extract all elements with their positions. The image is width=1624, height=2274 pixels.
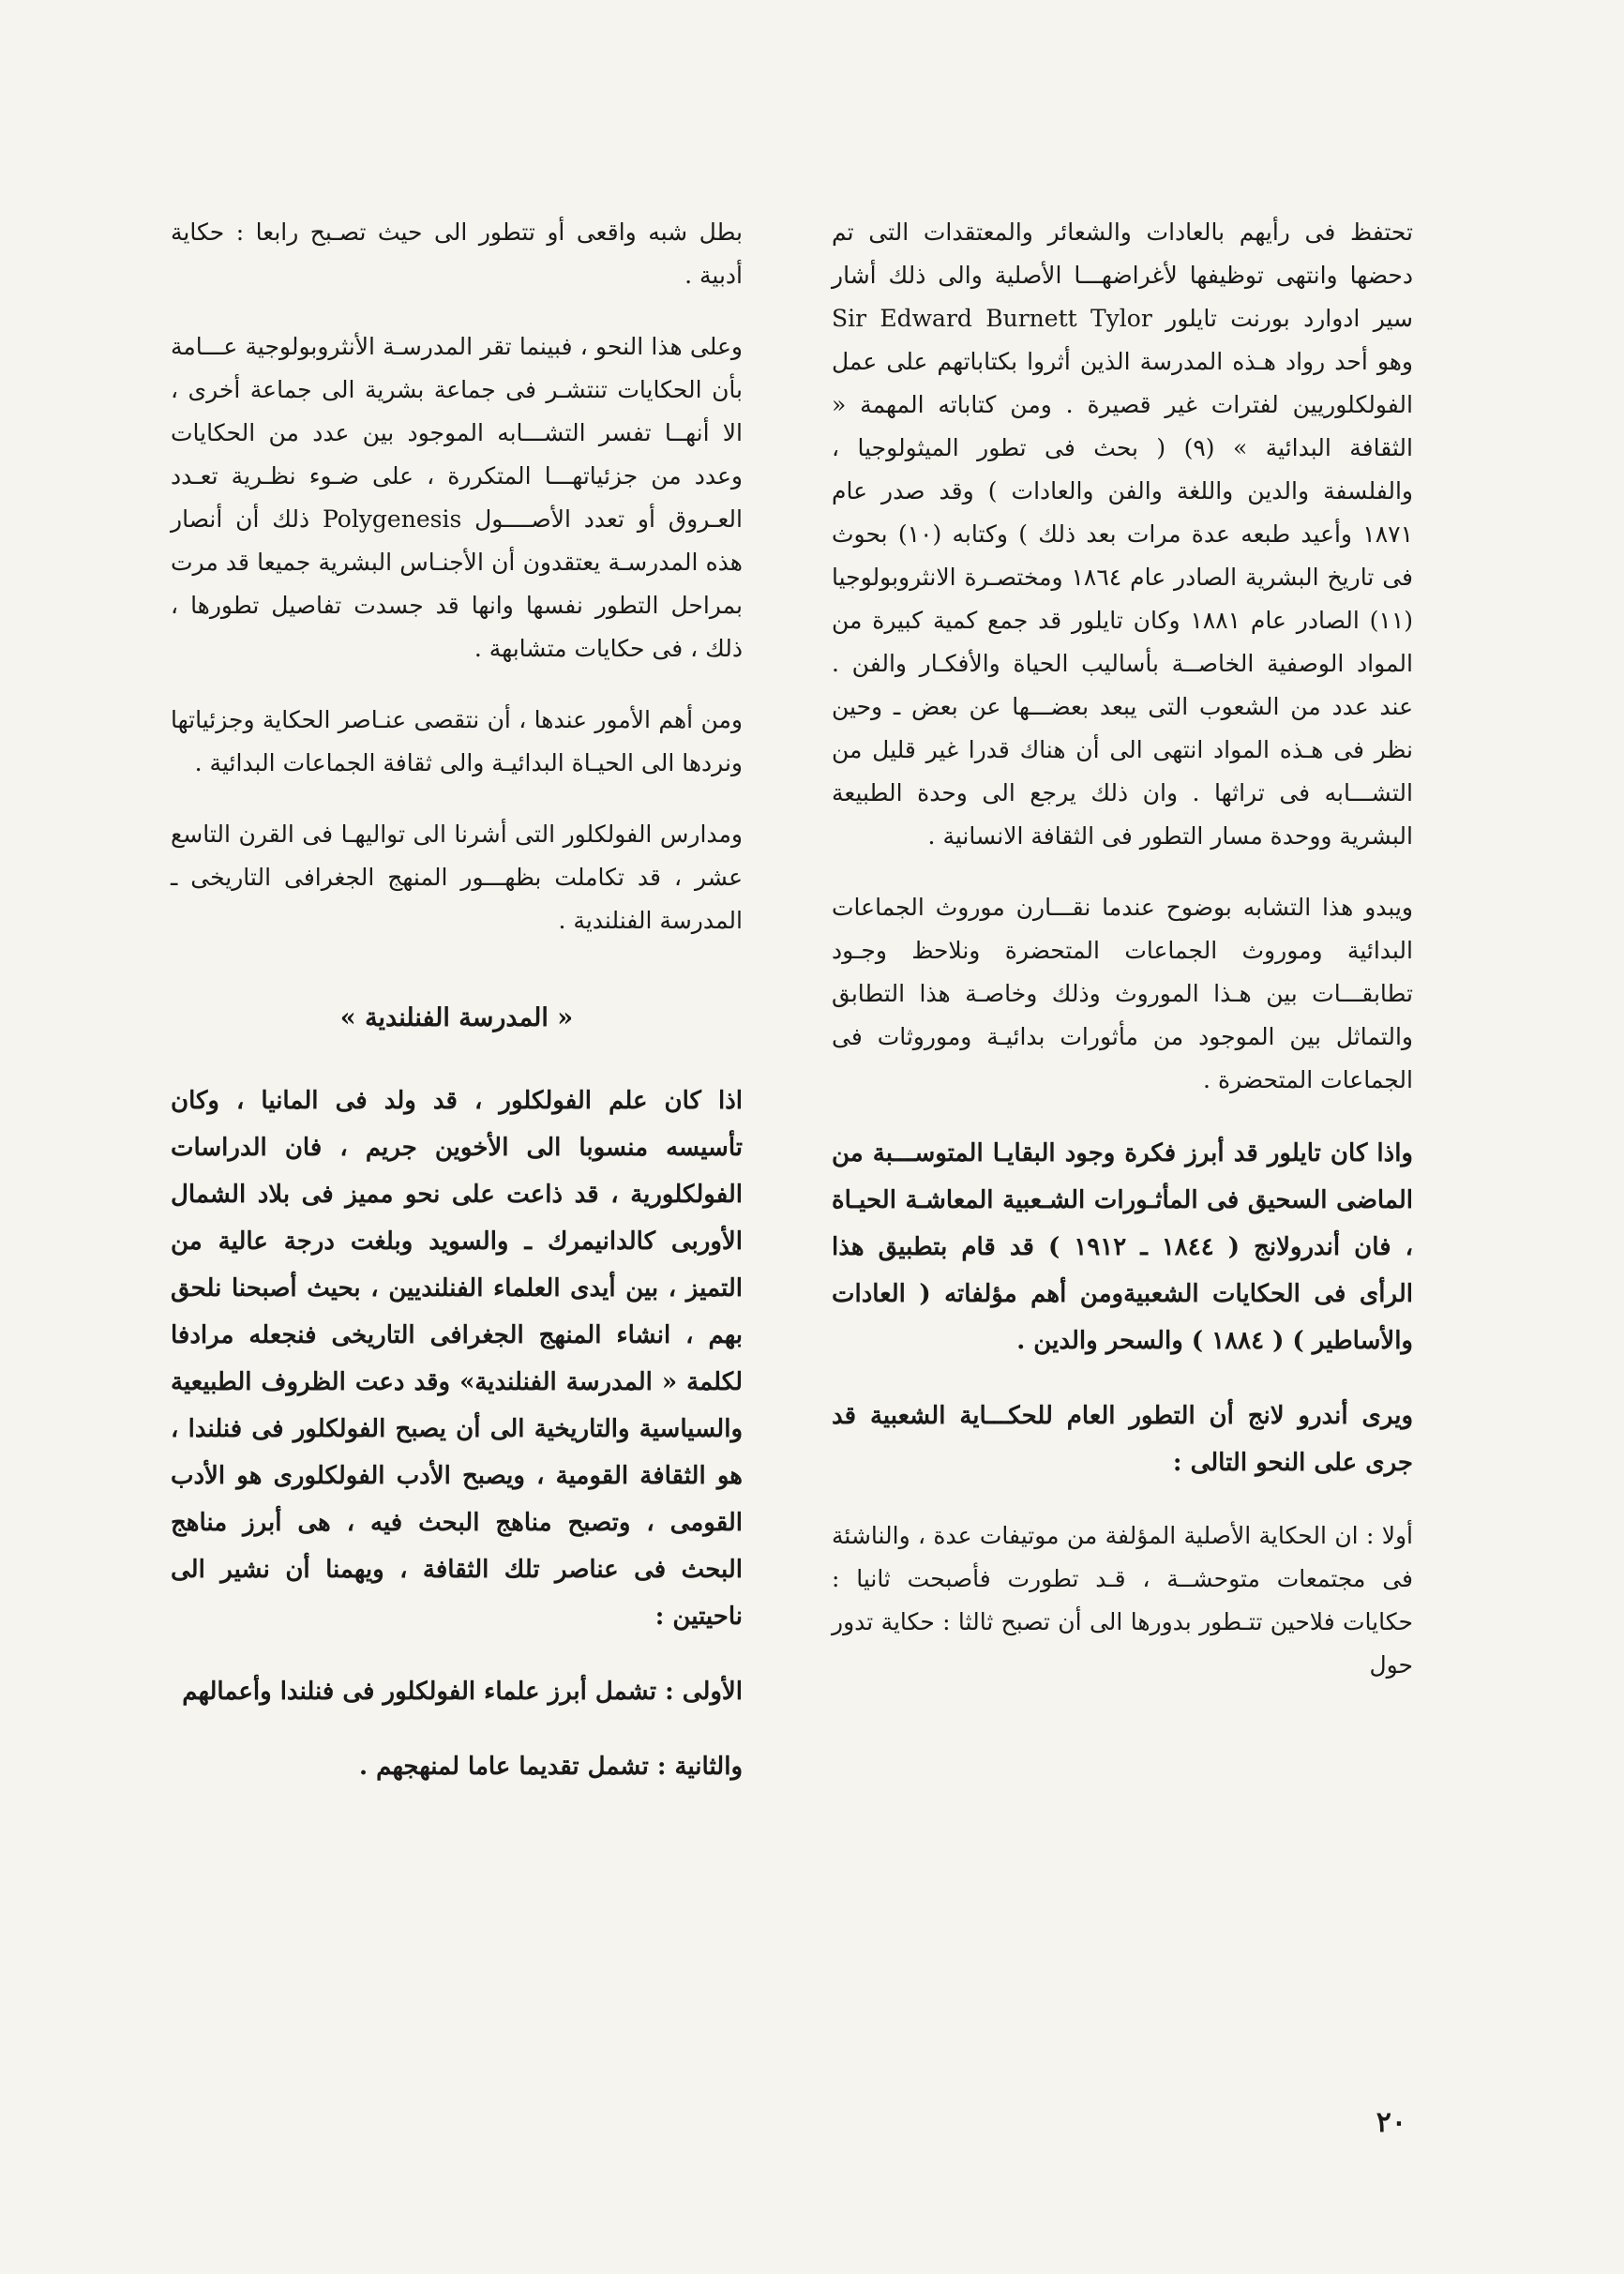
- page-number: ٢٠: [1376, 2106, 1406, 2139]
- section-heading: « المدرسة الفنلندية »: [339, 1003, 574, 1032]
- left-column: [171, 211, 743, 1818]
- paragraph: أولا : ان الحكاية الأصلية المؤلفة من موتيفات عدة ، والناشئة فى مجتمعات متوحشــة ، قـد تطورت فأصبحت ثانيا : حكايات فلاحين تتـطور بدورها الى أن تصبح ثالثا : حكاية تدور حول: [832, 1522, 1413, 1679]
- paragraph-bold: واذا كان تايلور قد أبرز فكرة وجود البقايـا المتوســـبة من الماضى السحيق فى المأثـورات الشـعبية المعاشـة الحيـاة ، فان أندرولانج ( ١٨٤٤ ـ ١٩١٢ ) قد قام بتطبيق هذا الرأى فى الحكايات الشعبيةومن أهم مؤلفاته ( العادات والأساطير ) ( ١٨٨٤ ) والسحر والدين .: [832, 1139, 1413, 1355]
- paragraph: ويبدو هذا التشابه بوضوح عندما نقـــارن موروث الجماعات البدائية وموروث الجماعات المتحضرة ونلاحظ وجـود تطابقـــات بين هـذا الموروث وذلك وخاصـة هذا التطابق والتماثل بين الموجود من مأثورات بدائيـة وموروثات فى الجماعات المتحضرة .: [832, 894, 1413, 1093]
- paragraph: ومدارس الفولكلور التى أشرنا الى تواليهـا فى القرن التاسع عشر ، قد تكاملت بظهـــور المنهج الجغرافى التاريخى ـ المدرسة الفنلندية .: [171, 821, 743, 934]
- paragraph: ومن أهم الأمور عندها ، أن نتقصى عنـاصر الحكاية وجزئياتها ونردها الى الحيـاة البدائيـة والى ثقافة الجماعات البدائية .: [171, 706, 743, 776]
- paragraph-bold: الأولى : تشمل أبرز علماء الفولكلور فى فنلندا وأعمالهم: [182, 1678, 743, 1706]
- right-column: [832, 211, 1413, 1715]
- paragraph: وعلى هذا النحو ، فبينما تقر المدرسـة الأنثروبولوجية عـــامة بأن الحكايات تنتشـر فى جماعة بشرية الى جماعة أخرى ، الا أنهــا تفسر التشـــابه الموجود بين عدد من الحكايات وعدد من جزئياتهـــا المتكررة ، على ضـوء نظـرية تعـدد العـروق أو تعدد الأصــــول Polygenesis ذلك أن أنصار هذه المدرسـة يعتقدون أن الأجنـاس البشرية جميعا قد مرت بمراحل التطور نفسها وانها قد جسدت تفاصيل تطورها ، ذلك ، فى حكايات متشابهة .: [171, 333, 743, 662]
- paragraph-bold: والثانية : تشمل تقديما عاما لمنهجهم .: [359, 1753, 743, 1781]
- paragraph: تحتفظ فى رأيهم بالعادات والشعائر والمعتقدات التى تم دحضها وانتهى توظيفها لأغراضهـــا الأصلية والى ذلك أشار سير ادوارد بورنت تايلور Sir Edward Burnett Tylor وهو أحد رواد هـذه المدرسة الذين أثروا بكتاباتهم على عمل الفولكلوريين لفترات غير قصيرة . ومن كتاباته المهمة « الثقافة البدائية » (٩) ( بحث فى تطور الميثولوجيا ، والفلسفة والدين واللغة والفن والعادات ) وقد صدر عام ١٨٧١ وأعيد طبعه عدة مرات بعد ذلك ) وكتابه (١٠) بحوث فى تاريخ البشرية الصادر عام ١٨٦٤ ومختصـرة الانثروبولوجيا (١١) الصادر عام ١٨٨١ وكان تايلور قد جمع كمية كبيرة من المواد الوصفية الخاصــة بأساليب الحياة والأفكـار والفن . عند عدد من الشعوب التى يبعد بعضـــها عن بعض ـ وحين نظر فى هـذه المواد انتهى الى أن هناك قدرا غير قليل من التشـــابه فى تراثها . وان ذلك يرجع الى وحدة الطبيعة البشرية ووحدة مسار التطور فى الثقافة الانسانية .: [832, 218, 1414, 850]
- paragraph: بطل شبه واقعى أو تتطور الى حيث تصـبح رابعا : حكاية أدبية .: [171, 218, 743, 289]
- paragraph-bold: ويرى أندرو لانج أن التطور العام للحكـــاية الشعبية قد جرى على النحو التالى :: [832, 1402, 1413, 1477]
- paragraph-bold: اذا كان علم الفولكلور ، قد ولد فى المانيا ، وكان تأسيسه منسوبا الى الأخوين جريم ، فان الدراسات الفولكلورية ، قد ذاعت على نحو مميز فى بلاد الشمال الأوربى كالدانيمرك ـ والسويد وبلغت درجة عالية من التميز ، بين أيدى العلماء الفنلنديين ، بحيث أصبحنا نلحق بهم ، انشاء المنهج الجغرافى التاريخى فنجعله مرادفا لكلمة « المدرسة الفنلندية» وقد دعت الظروف الطبيعية والسياسية والتاريخية الى أن يصبح الفولكلور فى فنلندا ، هو الثقافة القومية ، ويصبح الأدب الفولكلورى هو الأدب القومى ، وتصبح مناهج البحث فيه ، هى أبرز مناهج البحث فى عناصر تلك الثقافة ، ويهمنا أن نشير الى ناحيتين :: [171, 1087, 743, 1631]
